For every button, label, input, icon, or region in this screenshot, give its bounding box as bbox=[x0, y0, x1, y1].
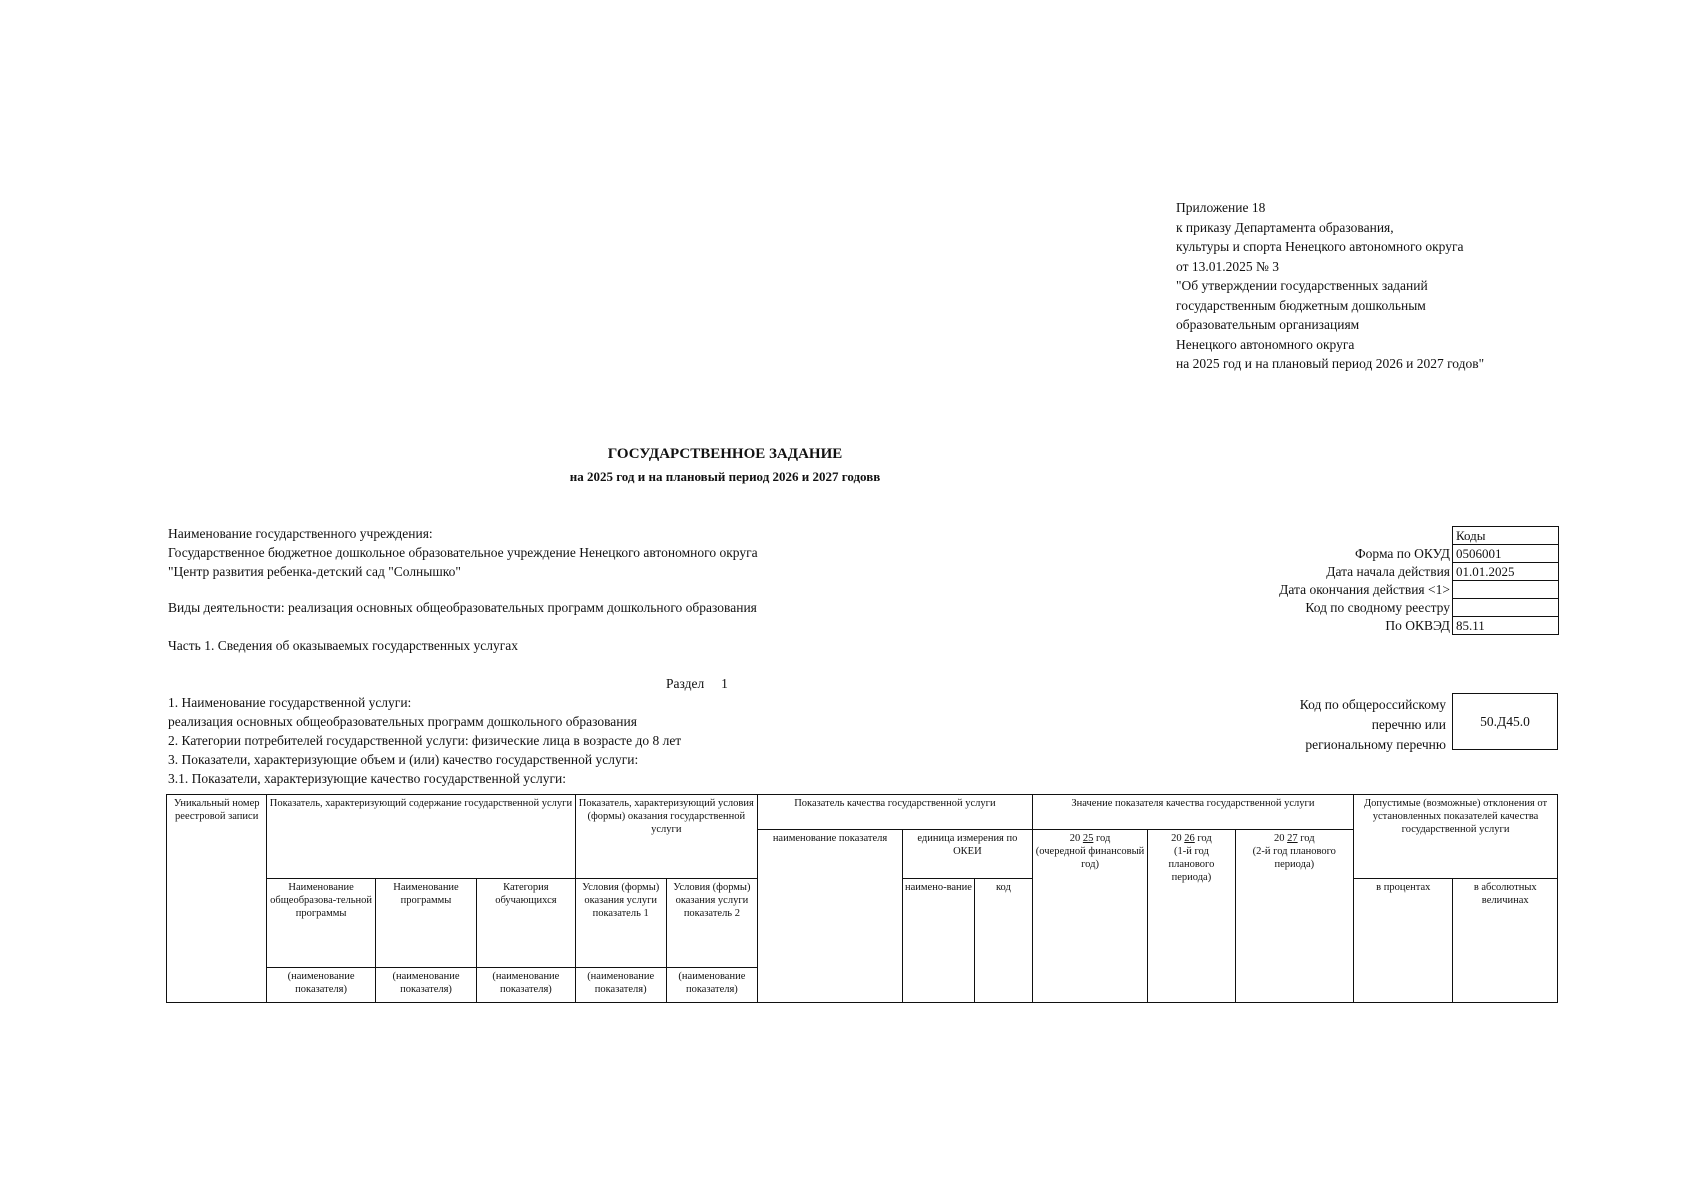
appendix-line: от 13.01.2025 № 3 bbox=[1176, 258, 1279, 274]
header-condition-1: Условия (формы) оказания услуги показатель 1 bbox=[575, 879, 666, 968]
header-deviation-group: Допустимые (возможные) отклонения от установленных показателей качества государственной услуги bbox=[1354, 795, 1558, 879]
header-year-3 bbox=[1235, 830, 1354, 1003]
header-conditions-group: Показатель, характеризующий условия (формы) оказания государственной услуги bbox=[575, 795, 757, 879]
year-suffix: год bbox=[1300, 833, 1315, 844]
code-value-okud: 0506001 bbox=[1452, 545, 1559, 563]
header-indicator-name: наименование показателя bbox=[758, 830, 903, 1003]
year-value: 26 bbox=[1184, 833, 1195, 844]
year-value: 27 bbox=[1287, 833, 1298, 844]
appendix-line: образовательным организациям bbox=[1176, 317, 1360, 332]
header-program: Наименование программы bbox=[375, 879, 476, 968]
consumer-categories: 2. Категории потребителей государственной услуги: физические лица в возрасте до 8 лет bbox=[168, 733, 682, 748]
indicators-heading: 3. Показатели, характеризующие объем и (или) качество государственной услуги: bbox=[168, 752, 639, 767]
appendix-line: Приложение 18 bbox=[1176, 200, 1266, 215]
section-label: Раздел bbox=[666, 676, 705, 691]
quality-indicators-heading: 3.1. Показатели, характеризующие качество государственной услуги: bbox=[168, 771, 567, 786]
code-value-okved: 85.11 bbox=[1452, 617, 1559, 635]
indicator-placeholder: (наименование показателя) bbox=[375, 968, 476, 1003]
year-note: (1-й год планового периода) bbox=[1168, 846, 1215, 883]
appendix-line: к приказу Департамента образования, bbox=[1176, 219, 1394, 235]
document-title: ГОСУДАРСТВЕННОЕ ЗАДАНИЕ bbox=[607, 446, 843, 462]
indicator-placeholder: (наименование показателя) bbox=[267, 968, 375, 1003]
section-number: 1 bbox=[721, 676, 728, 691]
service-name: реализация основных общеобразовательных программ дошкольного образования bbox=[168, 714, 637, 729]
header-value-group: Значение показателя качества государственной услуги bbox=[1032, 795, 1353, 830]
indicator-placeholder: (наименование показателя) bbox=[477, 968, 575, 1003]
header-content-group: Показатель, характеризующий содержание государственной услуги bbox=[267, 795, 575, 879]
code-value-start-date: 01.01.2025 bbox=[1452, 563, 1559, 581]
part1-heading: Часть 1. Сведения об оказываемых государственных услугах bbox=[168, 638, 519, 653]
header-unit-okei: единица измерения по ОКЕИ bbox=[903, 830, 1033, 879]
appendix-line: государственным бюджетным дошкольным bbox=[1176, 297, 1426, 313]
header-category: Категория обучающихся bbox=[477, 879, 575, 968]
header-deviation-absolute: в абсолютных величинах bbox=[1453, 879, 1558, 1003]
year-value: 25 bbox=[1082, 833, 1094, 844]
year-prefix: 20 bbox=[1171, 833, 1182, 844]
header-unit-code: код bbox=[974, 879, 1032, 1003]
appendix-line: культуры и спорта Ненецкого автономного округа bbox=[1176, 239, 1464, 254]
year-suffix: год bbox=[1197, 833, 1212, 844]
year-note: (очередной финансовый год) bbox=[1035, 846, 1145, 870]
code-label-end-date: Дата окончания действия <1> bbox=[1279, 582, 1450, 597]
codes-box bbox=[1452, 526, 1559, 635]
code-label-okved: По ОКВЭД bbox=[1385, 618, 1450, 633]
appendix-block bbox=[1176, 198, 1484, 374]
header-year-1 bbox=[1032, 830, 1148, 1003]
section-heading bbox=[666, 676, 728, 692]
appendix-line: "Об утверждении государственных заданий bbox=[1176, 278, 1428, 293]
code-value-registry bbox=[1452, 599, 1559, 617]
indicator-placeholder: (наименование показателя) bbox=[575, 968, 666, 1003]
header-quality-group: Показатель качества государственной услуги bbox=[758, 795, 1033, 830]
institution-name-line2: "Центр развития ребенка-детский сад "Солнышко" bbox=[168, 564, 461, 579]
year-prefix: 20 bbox=[1069, 833, 1081, 844]
appendix-line: на 2025 год и на плановый период 2026 и 2027 годов" bbox=[1176, 356, 1485, 371]
service-code-label-line: перечню или bbox=[1371, 717, 1446, 732]
service-name-label: 1. Наименование государственной услуги: bbox=[168, 695, 412, 710]
document-subtitle: на 2025 год и на плановый период 2026 и 2027 годовв bbox=[569, 469, 881, 484]
code-label-registry: Код по сводному реестру bbox=[1305, 600, 1450, 615]
indicator-placeholder: (наименование показателя) bbox=[666, 968, 757, 1003]
header-unit-name: наимено-вание bbox=[903, 879, 975, 1003]
activity-types: Виды деятельности: реализация основных общеобразовательных программ дошкольного образования bbox=[168, 600, 757, 615]
code-value-end-date bbox=[1452, 581, 1559, 599]
header-condition-2: Условия (формы) оказания услуги показатель 2 bbox=[666, 879, 757, 968]
service-code-label-line: Код по общероссийскому bbox=[1299, 697, 1446, 712]
quality-indicators-table bbox=[166, 794, 1558, 1003]
header-unique-number: Уникальный номер реестровой записи bbox=[167, 795, 267, 1003]
code-label-okud: Форма по ОКУД bbox=[1354, 546, 1450, 561]
code-label-start-date: Дата начала действия bbox=[1326, 564, 1450, 579]
header-deviation-percent: в процентах bbox=[1354, 879, 1453, 1003]
service-code-label-line: региональному перечню bbox=[1305, 737, 1446, 752]
institution-name-line1: Государственное бюджетное дошкольное образовательное учреждение Ненецкого автономного округа bbox=[168, 545, 758, 560]
year-prefix: 20 bbox=[1274, 833, 1285, 844]
service-code-label bbox=[1300, 695, 1446, 755]
year-suffix: год bbox=[1096, 833, 1111, 844]
year-note: (2-й год планового периода) bbox=[1252, 846, 1336, 870]
header-program-name: Наименование общеобразова-тельной программы bbox=[267, 879, 375, 968]
codes-labels bbox=[1279, 545, 1450, 635]
appendix-line: Ненецкого автономного округа bbox=[1176, 336, 1355, 352]
codes-header: Коды bbox=[1452, 526, 1559, 545]
institution-label: Наименование государственного учреждения: bbox=[168, 526, 433, 541]
service-code: 50.Д45.0 bbox=[1452, 693, 1558, 750]
header-year-2 bbox=[1148, 830, 1235, 1003]
